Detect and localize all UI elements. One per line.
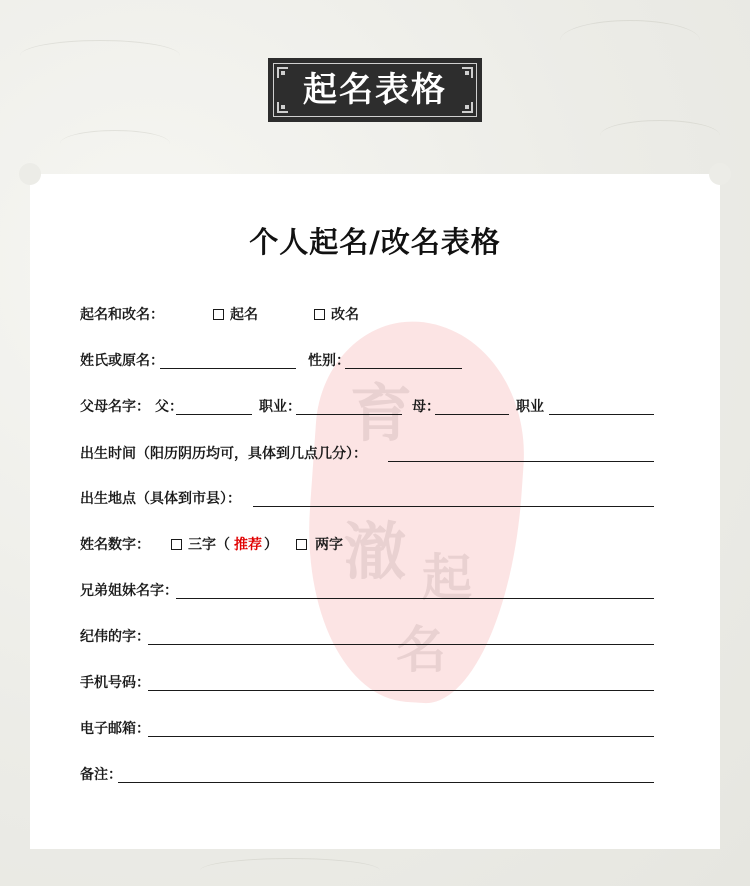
seal-glyph: 起 — [422, 548, 472, 607]
phone-field[interactable] — [148, 690, 654, 691]
taboo-label: 纪伟的字： — [80, 629, 150, 645]
father-job-field[interactable] — [296, 414, 402, 415]
gender-field[interactable] — [345, 368, 462, 369]
surname-label: 姓氏或原名： — [80, 353, 164, 369]
birth-time-label: 出生时间（阳历阴历均可，具体到几点几分）： — [80, 446, 367, 462]
father-name-field[interactable] — [176, 414, 252, 415]
naming-type-label: 起名和改名： — [80, 307, 164, 323]
birth-place-row — [80, 487, 690, 511]
three-char-label: 三字（ — [188, 537, 230, 553]
form-title: 个人起名/改名表格 — [249, 225, 501, 259]
card-notch — [19, 163, 41, 185]
birth-time-row — [80, 442, 690, 466]
new-name-option-label: 起名 — [230, 307, 258, 323]
mother-job-label: 职业 — [516, 399, 544, 415]
three-char-checkbox[interactable] — [171, 539, 182, 550]
mother-label: 母： — [412, 399, 440, 415]
email-field[interactable] — [148, 736, 654, 737]
header-banner — [268, 58, 482, 122]
paper-fiber — [560, 20, 700, 61]
paper-fiber — [200, 858, 380, 883]
paper-fiber — [20, 40, 180, 71]
two-char-checkbox[interactable] — [296, 539, 307, 550]
card-notch — [709, 163, 731, 185]
seal-glyph: 育 — [350, 377, 413, 450]
notes-field[interactable] — [118, 782, 654, 783]
birth-place-label: 出生地点（具体到市县）： — [80, 491, 241, 507]
paper-fiber — [600, 120, 720, 151]
recommend-tag: 推荐 — [234, 537, 262, 553]
phone-row — [80, 671, 690, 695]
change-name-checkbox[interactable] — [314, 309, 325, 320]
surname-row — [80, 349, 680, 373]
mother-name-field[interactable] — [435, 414, 509, 415]
notes-row — [80, 763, 690, 787]
two-char-label: 两字 — [315, 537, 343, 553]
parents-row — [80, 395, 690, 419]
email-row — [80, 717, 690, 741]
gender-label: 性别： — [308, 353, 350, 369]
taboo-row — [80, 625, 690, 649]
email-label: 电子邮箱： — [80, 721, 150, 737]
form-card — [30, 174, 720, 849]
birth-time-field[interactable] — [388, 461, 654, 462]
father-job-label: 职业： — [259, 399, 301, 415]
parents-label: 父母名字： — [80, 399, 150, 415]
name-length-label: 姓名数字： — [80, 537, 150, 553]
siblings-field[interactable] — [176, 598, 654, 599]
siblings-row — [80, 579, 690, 603]
banner-title: 起名表格 — [303, 70, 447, 110]
phone-label: 手机号码： — [80, 675, 150, 691]
seal-glyph: 名 — [396, 620, 446, 679]
mother-job-field[interactable] — [549, 414, 654, 415]
seal-glyph: 澈 — [344, 515, 407, 588]
change-name-option-label: 改名 — [331, 307, 359, 323]
naming-type-row — [80, 303, 680, 327]
paper-fiber — [60, 130, 170, 157]
new-name-checkbox[interactable] — [213, 309, 224, 320]
surname-field[interactable] — [160, 368, 296, 369]
father-label: 父： — [155, 399, 183, 415]
birth-place-field[interactable] — [253, 506, 654, 507]
taboo-field[interactable] — [148, 644, 654, 645]
notes-label: 备注： — [80, 767, 122, 783]
siblings-label: 兄弟姐妹名字： — [80, 583, 178, 599]
name-length-row — [80, 533, 680, 557]
three-char-close: ） — [264, 537, 278, 553]
